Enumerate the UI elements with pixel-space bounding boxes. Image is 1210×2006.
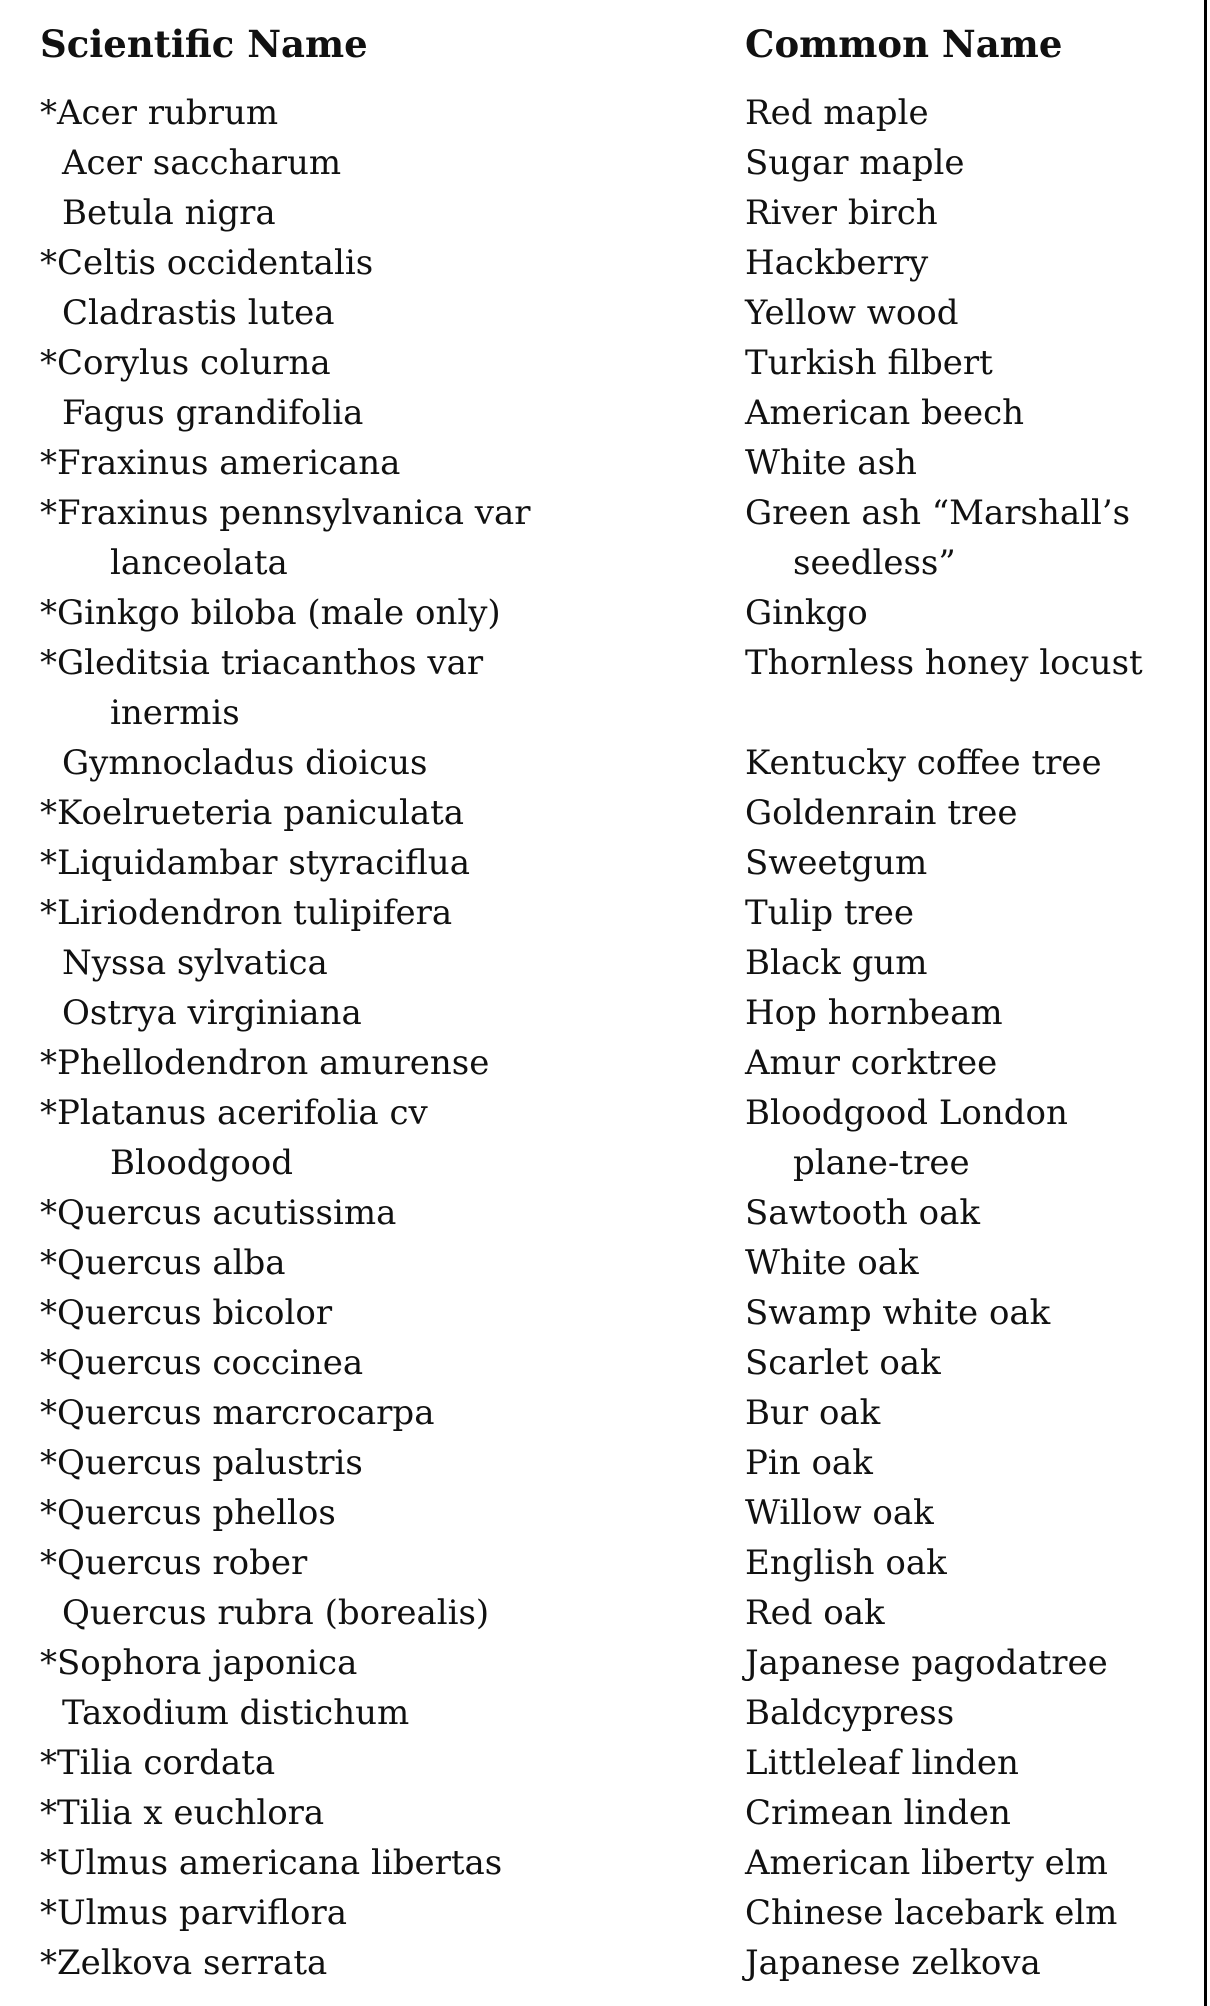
scientific-name-line: *Acer rubrum bbox=[40, 93, 279, 133]
scientific-name-line: *Celtis occidentalis bbox=[40, 243, 374, 283]
scientific-name-cell bbox=[40, 788, 745, 838]
table-row bbox=[40, 1088, 1200, 1188]
scientific-name-cell bbox=[40, 438, 745, 488]
scientific-name-cell bbox=[40, 938, 745, 988]
common-name-line: Crimean linden bbox=[745, 1793, 1011, 1833]
common-name-cell bbox=[745, 1938, 1200, 1988]
table-row bbox=[40, 1938, 1200, 1988]
table-row bbox=[40, 438, 1200, 488]
scientific-name-line: Betula nigra bbox=[62, 193, 276, 233]
common-name-cell bbox=[745, 1038, 1200, 1088]
common-name-line: Yellow wood bbox=[745, 293, 959, 333]
header-scientific-name: Scientific Name bbox=[40, 22, 368, 66]
scientific-name-line: *Ginkgo biloba (male only) bbox=[40, 593, 501, 633]
common-name-line: seedless” bbox=[793, 543, 956, 583]
common-name-cell bbox=[745, 1238, 1200, 1288]
common-name-cell bbox=[745, 1588, 1200, 1638]
table-row bbox=[40, 1738, 1200, 1788]
common-name-line: Sweetgum bbox=[745, 843, 928, 883]
common-name-line: Baldcypress bbox=[745, 1693, 955, 1733]
scientific-name-cell bbox=[40, 188, 745, 238]
scientific-name-line: *Quercus marcrocarpa bbox=[40, 1393, 435, 1433]
common-name-cell bbox=[745, 288, 1200, 338]
table-row bbox=[40, 338, 1200, 388]
scientific-name-line: *Ulmus americana libertas bbox=[40, 1843, 503, 1883]
table-row bbox=[40, 938, 1200, 988]
scientific-name-line: *Sophora japonica bbox=[40, 1643, 358, 1683]
table-row bbox=[40, 88, 1200, 138]
common-name-cell bbox=[745, 388, 1200, 438]
common-name-cell bbox=[745, 138, 1200, 188]
common-name-line: Goldenrain tree bbox=[745, 793, 1018, 833]
common-name-line: Bloodgood London bbox=[745, 1093, 1068, 1133]
table-row bbox=[40, 1788, 1200, 1838]
scientific-name-cell bbox=[40, 88, 745, 138]
common-name-line: Willow oak bbox=[745, 1493, 934, 1533]
scientific-name-line: Nyssa sylvatica bbox=[62, 943, 328, 983]
right-border-rule bbox=[1204, 0, 1207, 2006]
scientific-name-cell bbox=[40, 138, 745, 188]
common-name-line: Sawtooth oak bbox=[745, 1193, 980, 1233]
common-name-line: Bur oak bbox=[745, 1393, 881, 1433]
scientific-name-line: *Tilia cordata bbox=[40, 1743, 276, 1783]
common-name-cell bbox=[745, 1888, 1200, 1938]
scientific-name-line: *Quercus rober bbox=[40, 1543, 308, 1583]
scientific-name-line: *Phellodendron amurense bbox=[40, 1043, 490, 1083]
scientific-name-line: Cladrastis lutea bbox=[62, 293, 335, 333]
table-row bbox=[40, 288, 1200, 338]
table-body bbox=[40, 88, 1200, 1988]
scientific-name-cell bbox=[40, 1038, 745, 1088]
common-name-line: English oak bbox=[745, 1543, 947, 1583]
scientific-name-line: *Quercus palustris bbox=[40, 1443, 363, 1483]
common-name-cell bbox=[745, 438, 1200, 488]
table-row bbox=[40, 1388, 1200, 1438]
common-name-line: American beech bbox=[745, 393, 1025, 433]
scientific-name-cell bbox=[40, 588, 745, 638]
common-name-cell bbox=[745, 1688, 1200, 1738]
common-name-line: American liberty elm bbox=[745, 1843, 1108, 1883]
scientific-name-cell bbox=[40, 838, 745, 888]
common-name-cell bbox=[745, 1388, 1200, 1438]
common-name-cell bbox=[745, 1288, 1200, 1338]
scientific-name-line: *Ulmus parviflora bbox=[40, 1893, 347, 1933]
common-name-line: Black gum bbox=[745, 943, 928, 983]
common-name-line: Hackberry bbox=[745, 243, 929, 283]
common-name-cell bbox=[745, 88, 1200, 138]
scientific-name-line: *Liquidambar styraciflua bbox=[40, 843, 470, 883]
scientific-name-cell bbox=[40, 1488, 745, 1538]
scientific-name-line: *Quercus coccinea bbox=[40, 1343, 364, 1383]
scientific-name-line: *Quercus phellos bbox=[40, 1493, 336, 1533]
common-name-cell bbox=[745, 1638, 1200, 1688]
common-name-cell bbox=[745, 938, 1200, 988]
scientific-name-cell bbox=[40, 1438, 745, 1488]
scientific-name-line: *Quercus alba bbox=[40, 1243, 286, 1283]
common-name-cell bbox=[745, 638, 1200, 738]
table-row bbox=[40, 788, 1200, 838]
common-name-line: Japanese pagodatree bbox=[745, 1643, 1108, 1683]
common-name-cell bbox=[745, 1838, 1200, 1888]
common-name-cell bbox=[745, 1788, 1200, 1838]
table-row bbox=[40, 238, 1200, 288]
table-row bbox=[40, 638, 1200, 738]
common-name-line: Red oak bbox=[745, 1593, 885, 1633]
common-name-line: Sugar maple bbox=[745, 143, 965, 183]
scientific-name-cell bbox=[40, 1588, 745, 1638]
common-name-cell bbox=[745, 338, 1200, 388]
common-name-line: Swamp white oak bbox=[745, 1293, 1051, 1333]
scientific-name-line: Quercus rubra (borealis) bbox=[62, 1593, 490, 1633]
scientific-name-line: *Tilia x euchlora bbox=[40, 1793, 325, 1833]
scientific-name-cell bbox=[40, 1688, 745, 1738]
common-name-line: White oak bbox=[745, 1243, 919, 1283]
common-name-cell bbox=[745, 588, 1200, 638]
scientific-name-cell bbox=[40, 1538, 745, 1588]
scientific-name-cell bbox=[40, 988, 745, 1038]
common-name-line: Tulip tree bbox=[745, 893, 915, 933]
scientific-name-line: *Fraxinus pennsylvanica var bbox=[40, 493, 531, 533]
scientific-name-cell bbox=[40, 488, 745, 588]
common-name-line: Scarlet oak bbox=[745, 1343, 941, 1383]
scientific-name-cell bbox=[40, 1838, 745, 1888]
scientific-name-line: Acer saccharum bbox=[62, 143, 342, 183]
scientific-name-cell bbox=[40, 1288, 745, 1338]
table-row bbox=[40, 838, 1200, 888]
common-name-line: Littleleaf linden bbox=[745, 1743, 1019, 1783]
common-name-line: Kentucky coffee tree bbox=[745, 743, 1102, 783]
scientific-name-line: Bloodgood bbox=[110, 1143, 294, 1183]
common-name-cell bbox=[745, 1338, 1200, 1388]
common-name-line: plane-tree bbox=[793, 1143, 970, 1183]
table-row bbox=[40, 888, 1200, 938]
table-row bbox=[40, 1588, 1200, 1638]
scientific-name-line: *Liriodendron tulipifera bbox=[40, 893, 453, 933]
table-row bbox=[40, 1838, 1200, 1888]
common-name-cell bbox=[745, 738, 1200, 788]
common-name-line: Turkish filbert bbox=[745, 343, 993, 383]
common-name-cell bbox=[745, 1188, 1200, 1238]
common-name-line: Pin oak bbox=[745, 1443, 873, 1483]
common-name-line: Red maple bbox=[745, 93, 929, 133]
scientific-name-line: *Corylus colurna bbox=[40, 343, 331, 383]
table-row bbox=[40, 1038, 1200, 1088]
table-row bbox=[40, 1338, 1200, 1388]
common-name-line: Ginkgo bbox=[745, 593, 868, 633]
common-name-line: Hop hornbeam bbox=[745, 993, 1003, 1033]
scientific-name-cell bbox=[40, 888, 745, 938]
scientific-name-cell bbox=[40, 1738, 745, 1788]
scientific-name-line: lanceolata bbox=[110, 543, 288, 583]
table-row bbox=[40, 1688, 1200, 1738]
table-row bbox=[40, 138, 1200, 188]
scientific-name-cell bbox=[40, 1788, 745, 1838]
scientific-name-cell bbox=[40, 1338, 745, 1388]
table-row bbox=[40, 1438, 1200, 1488]
common-name-line: Amur corktree bbox=[745, 1043, 998, 1083]
scientific-name-line: Fagus grandifolia bbox=[62, 393, 364, 433]
common-name-line: Thornless honey locust bbox=[745, 643, 1143, 683]
common-name-cell bbox=[745, 838, 1200, 888]
common-name-cell bbox=[745, 988, 1200, 1038]
common-name-cell bbox=[745, 238, 1200, 288]
header-common-name: Common Name bbox=[745, 22, 1063, 66]
common-name-cell bbox=[745, 488, 1200, 588]
common-name-line: River birch bbox=[745, 193, 938, 233]
scientific-name-line: *Koelrueteria paniculata bbox=[40, 793, 465, 833]
scientific-name-cell bbox=[40, 288, 745, 338]
scientific-name-cell bbox=[40, 1888, 745, 1938]
scientific-name-cell bbox=[40, 1638, 745, 1688]
scientific-name-cell bbox=[40, 338, 745, 388]
common-name-cell bbox=[745, 1438, 1200, 1488]
common-name-cell bbox=[745, 888, 1200, 938]
scientific-name-line: *Platanus acerifolia cv bbox=[40, 1093, 428, 1133]
table-row bbox=[40, 988, 1200, 1038]
table-row bbox=[40, 188, 1200, 238]
scientific-name-line: Ostrya virginiana bbox=[62, 993, 362, 1033]
common-name-line: Chinese lacebark elm bbox=[745, 1893, 1118, 1933]
scientific-name-cell bbox=[40, 1088, 745, 1188]
common-name-line: Japanese zelkova bbox=[745, 1943, 1041, 1983]
common-name-cell bbox=[745, 1488, 1200, 1538]
table-row bbox=[40, 1538, 1200, 1588]
table-header bbox=[40, 14, 1200, 74]
common-name-cell bbox=[745, 1088, 1200, 1188]
scientific-name-cell bbox=[40, 1388, 745, 1438]
scientific-name-line: *Zelkova serrata bbox=[40, 1943, 328, 1983]
scientific-name-cell bbox=[40, 1938, 745, 1988]
table-row bbox=[40, 388, 1200, 438]
scientific-name-line: Taxodium distichum bbox=[62, 1693, 410, 1733]
table-row bbox=[40, 488, 1200, 588]
table-row bbox=[40, 1488, 1200, 1538]
scientific-name-line: *Quercus bicolor bbox=[40, 1293, 333, 1333]
scientific-name-line: *Gleditsia triacanthos var bbox=[40, 643, 484, 683]
common-name-cell bbox=[745, 188, 1200, 238]
table-row bbox=[40, 738, 1200, 788]
common-name-line: White ash bbox=[745, 443, 917, 483]
common-name-line: Green ash “Marshall’s bbox=[745, 493, 1131, 533]
scientific-name-cell bbox=[40, 638, 745, 738]
common-name-cell bbox=[745, 1538, 1200, 1588]
table-row bbox=[40, 1638, 1200, 1688]
scientific-name-cell bbox=[40, 388, 745, 438]
scientific-name-cell bbox=[40, 1188, 745, 1238]
table-row bbox=[40, 1188, 1200, 1238]
scientific-name-cell bbox=[40, 238, 745, 288]
table-row bbox=[40, 588, 1200, 638]
common-name-cell bbox=[745, 788, 1200, 838]
scientific-name-line: *Quercus acutissima bbox=[40, 1193, 397, 1233]
table-row bbox=[40, 1238, 1200, 1288]
table-row bbox=[40, 1888, 1200, 1938]
common-name-cell bbox=[745, 1738, 1200, 1788]
scientific-name-line: inermis bbox=[110, 693, 240, 733]
scientific-name-cell bbox=[40, 738, 745, 788]
scientific-name-line: *Fraxinus americana bbox=[40, 443, 401, 483]
scientific-name-line: Gymnocladus dioicus bbox=[62, 743, 428, 783]
scientific-name-cell bbox=[40, 1238, 745, 1288]
tree-species-table bbox=[40, 14, 1200, 1988]
table-row bbox=[40, 1288, 1200, 1338]
